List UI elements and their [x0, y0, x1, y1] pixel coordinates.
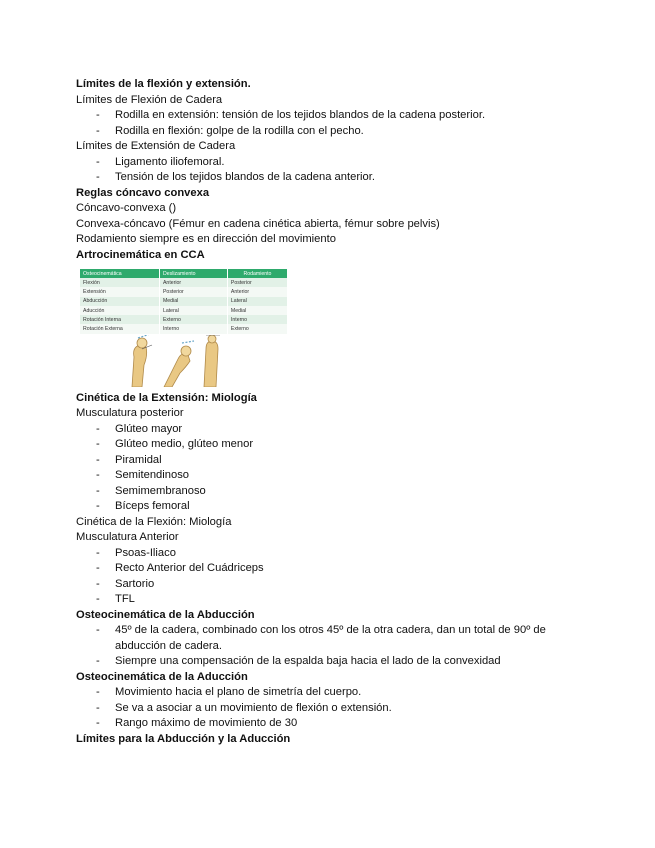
bullet-dash: - — [96, 577, 100, 590]
list-item-text: TFL — [115, 593, 135, 606]
list-item-text: Movimiento hacia el plano de simetría del cuerpo. — [115, 686, 362, 699]
list-item — [76, 716, 596, 732]
paragraph-line: Convexa-cóncavo (Fémur en cadena cinética abierta, fémur sobre pelvis) — [76, 217, 440, 230]
list-item — [76, 468, 596, 484]
bullet-dash: - — [96, 453, 100, 466]
table-cell: Rotación Externa — [80, 324, 159, 333]
table-header-cell: Rodamiento — [227, 269, 287, 278]
list-item — [76, 592, 596, 608]
table-header-cell: Osteocinemática — [80, 269, 159, 278]
list-item-text: Rango máximo de movimiento de 30 — [115, 717, 298, 730]
bullet-dash: - — [96, 469, 100, 482]
list-item-text: Bíceps femoral — [115, 500, 190, 513]
bullet-dash: - — [96, 124, 100, 137]
list-item — [76, 701, 596, 717]
table-row — [80, 324, 288, 333]
list-item — [76, 546, 596, 562]
heading-cinetica-extension: Cinética de la Extensión: Miología — [76, 391, 257, 404]
table-cell: Posterior — [159, 287, 227, 296]
table-row — [80, 306, 288, 315]
list-item-text: Semimembranoso — [115, 484, 206, 497]
bullet-dash: - — [96, 155, 100, 168]
list-item — [76, 623, 596, 654]
bullet-dash: - — [96, 562, 100, 575]
list-item-text: Psoas-Iliaco — [115, 546, 176, 559]
list-item — [76, 484, 596, 500]
bullet-dash: - — [96, 171, 100, 183]
hip-joint-illustration — [128, 335, 228, 387]
table-cell: Rotación Interna — [80, 315, 159, 324]
list-item-text: Glúteo mayor — [115, 422, 183, 435]
list-item-text: Se va a asociar a un movimiento de flexión o extensión. — [115, 701, 392, 714]
bullet-dash: - — [96, 701, 100, 714]
list-item — [76, 124, 596, 140]
list-item — [76, 499, 596, 515]
list-item — [76, 108, 596, 124]
femur-abduction-figure — [132, 335, 152, 387]
table-header-cell: Deslizamiento — [159, 269, 227, 278]
list-item-text: Tensión de los tejidos blandos de la cadena anterior. — [115, 171, 375, 183]
bullet-dash: - — [96, 686, 100, 699]
heading-limites-flexion-extension: Límites de la flexión y extensión. — [76, 78, 251, 90]
table-cell: Externo — [227, 324, 287, 333]
subheading-musculatura-anterior: Musculatura Anterior — [76, 531, 179, 544]
table-cell: Lateral — [159, 306, 227, 315]
femur-flexion-figure — [204, 335, 220, 387]
bullet-dash: - — [96, 484, 100, 497]
list-item-text: Rodilla en flexión: golpe de la rodilla con el pecho. — [115, 124, 364, 137]
table-cell: Interno — [159, 324, 227, 333]
bullet-dash: - — [96, 655, 100, 668]
table-cell: Posterior — [227, 278, 287, 287]
bullet-dash: - — [96, 438, 100, 451]
bullet-dash: - — [96, 109, 100, 121]
table-row — [80, 278, 288, 287]
heading-osteocinematica-aduccion: Osteocinemática de la Aducción — [76, 670, 248, 683]
bullet-dash: - — [96, 593, 100, 606]
bullet-dash: - — [96, 717, 100, 730]
artrocinematica-table — [80, 269, 288, 334]
table-cell: Externo — [159, 315, 227, 324]
heading-limites-abduccion-aduccion: Límites para la Abducción y la Aducción — [76, 732, 291, 745]
table-cell: Anterior — [159, 278, 227, 287]
list-item — [76, 155, 596, 171]
list-item-text: Semitendinoso — [115, 469, 190, 482]
list-item — [76, 422, 596, 438]
table-cell: Extensión — [80, 287, 159, 296]
bullet-dash: - — [96, 500, 100, 513]
paragraph-line: Rodamiento siempre es en dirección del movimiento — [76, 233, 336, 245]
list-item — [76, 437, 596, 453]
list-item — [76, 170, 596, 186]
list-item — [76, 654, 596, 670]
list-item-text: 45º de la cadera, combinado con los otros 45º de la otra cadera, dan un total de 90º de abducción de cadera. — [115, 624, 546, 652]
femur-rotation-figure — [164, 341, 194, 387]
list-item — [76, 561, 596, 577]
table-cell: Medial — [159, 297, 227, 306]
list-item-text: Recto Anterior del Cuádriceps — [115, 562, 264, 575]
list-item — [76, 577, 596, 593]
table-cell: Medial — [227, 306, 287, 315]
table-cell: Flexión — [80, 278, 159, 287]
subheading-musculatura-posterior: Musculatura posterior — [76, 407, 184, 420]
list-item-text: Rodilla en extensión: tensión de los tejidos blandos de la cadena posterior. — [115, 109, 486, 121]
table-row — [80, 297, 288, 306]
list-item-text: Sartorio — [115, 577, 155, 590]
table-cell: Interno — [227, 315, 287, 324]
heading-reglas-concavo-convexa: Reglas cóncavo convexa — [76, 186, 210, 199]
list-item-text: Piramidal — [115, 453, 162, 466]
table-cell: Anterior — [227, 287, 287, 296]
bullet-dash: - — [96, 546, 100, 559]
list-item-text: Siempre una compensación de la espalda baja hacia el lado de la convexidad — [115, 655, 501, 668]
document-page — [76, 77, 596, 747]
heading-osteocinematica-abduccion: Osteocinemática de la Abducción — [76, 608, 255, 621]
subheading-cinetica-flexion: Cinética de la Flexión: Miología — [76, 515, 232, 528]
list-item — [76, 685, 596, 701]
heading-artrocinematica-cca: Artrocinemática en CCA — [76, 248, 205, 261]
paragraph-line: Cóncavo-convexa () — [76, 202, 177, 214]
table-row — [80, 315, 288, 324]
table-header-row — [80, 269, 288, 278]
bullet-dash: - — [96, 422, 100, 435]
table-row — [80, 287, 288, 296]
table-cell: Lateral — [227, 297, 287, 306]
list-item-text: Glúteo medio, glúteo menor — [115, 438, 254, 451]
subheading-limites-extension: Límites de Extensión de Cadera — [76, 140, 236, 152]
subheading-limites-flexion: Límites de Flexión de Cadera — [76, 93, 223, 106]
table-cell: Abducción — [80, 297, 159, 306]
list-item-text: Ligamento iliofemoral. — [115, 155, 225, 168]
list-item — [76, 453, 596, 469]
bullet-dash: - — [96, 624, 100, 637]
table-cell: Aducción — [80, 306, 159, 315]
